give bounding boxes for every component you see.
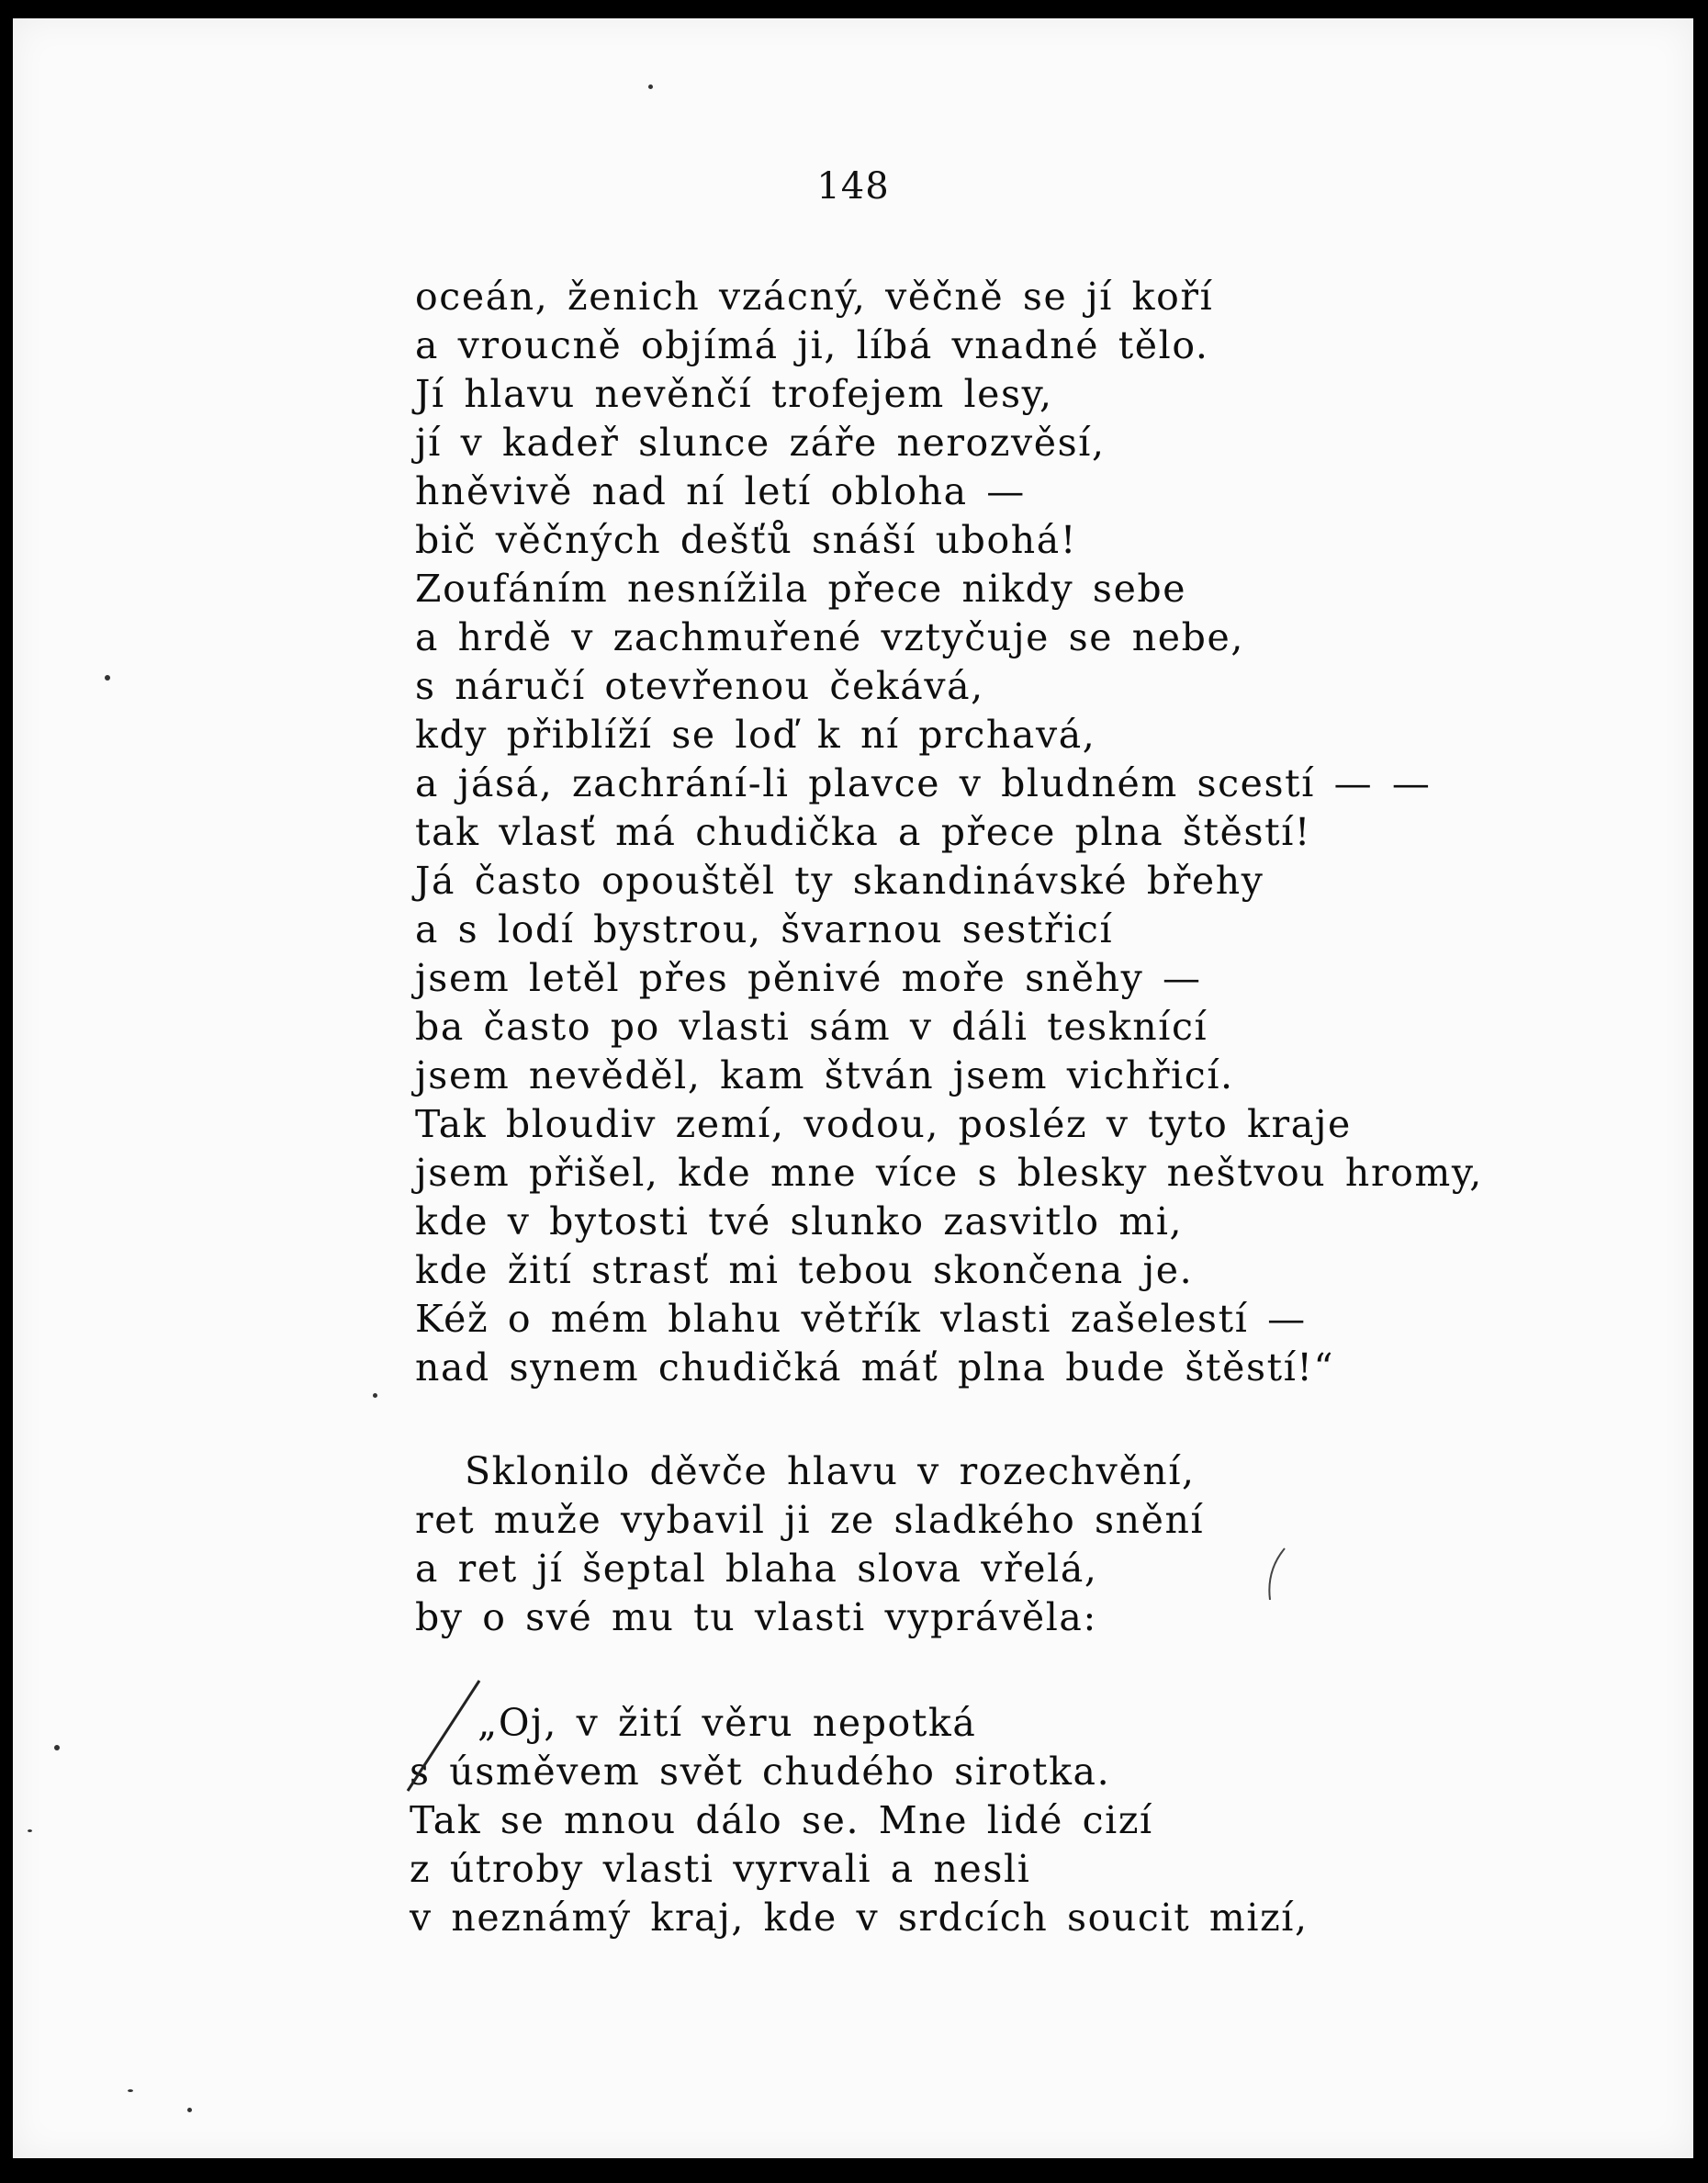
scan-speck [28,1829,32,1832]
verse-line: a jásá, zachrání-li plavce v bludném scestí — — [415,761,1432,805]
scan-speck [648,84,653,89]
verse-line: oceán, ženich vzácný, věčně se jí koří [415,275,1214,319]
scan-speck [373,1393,377,1398]
verse-line: Tak se mnou dálo se. Mne lidé cizí [410,1798,1153,1842]
verse-line: bič věčných dešťů snáší ubohá! [415,518,1077,562]
verse-line: hněvivě nad ní letí obloha — [415,469,1026,513]
verse-line: ret muže vybavil ji ze sladkého snění [415,1498,1205,1542]
verse-line: a vroucně objímá ji, líbá vnadné tělo. [415,323,1209,367]
verse-line: Jí hlavu nevěnčí trofejem lesy, [415,372,1053,416]
scan-speck [128,2089,133,2092]
verse-line: s úsměvem svět chudého sirotka. [410,1750,1111,1794]
verse-line: a hrdě v zachmuřené vztyčuje se nebe, [415,615,1245,659]
pencil-parenthesis-mark [1257,1543,1294,1607]
verse-line: kde žití strasť mi tebou skončena je. [415,1248,1194,1292]
pencil-slash-mark [399,1671,490,1809]
verse-line: z útroby vlasti vyrvali a nesli [410,1847,1031,1891]
verse-line: kde v bytosti tvé slunko zasvitlo mi, [415,1199,1184,1243]
scan-speck [187,2108,192,2112]
verse-line: jí v kadeř slunce záře nerozvěsí, [415,421,1106,465]
verse-line: tak vlasť má chudička a přece plna štěstí! [415,810,1312,854]
verse-line: s náručí otevřenou čekává, [415,664,984,708]
verse-line: Zoufáním nesnížila přece nikdy sebe [415,567,1187,611]
scan-speck [54,1745,60,1750]
verse-line: a s lodí bystrou, švarnou sestřicí [415,907,1114,951]
verse-line: jsem přišel, kde mne více s blesky neštvou hromy, [415,1151,1483,1195]
verse-line: jsem letěl přes pěnivé moře sněhy — [415,956,1202,1000]
verse-line: „Oj, v žití věru nepotká [478,1701,977,1745]
verse-line: a ret jí šeptal blaha slova vřelá, [415,1547,1098,1591]
poem-text [13,18,1693,2158]
page-number: 148 [816,165,890,208]
verse-line: kdy přiblíží se loď k ní prchavá, [415,713,1096,757]
verse-line: Sklonilo děvče hlavu v rozechvění, [465,1449,1196,1493]
verse-line: ba často po vlasti sám v dáli tesknící [415,1005,1208,1049]
verse-line: v neznámý kraj, kde v srdcích soucit mizí, [410,1896,1309,1940]
scan-speck [105,675,110,681]
verse-line: Tak bloudiv zemí, vodou, posléz v tyto kraje [415,1102,1352,1146]
verse-line: Kéž o mém blahu větřík vlasti zašelestí — [415,1297,1307,1341]
book-page [13,18,1693,2158]
verse-line: nad synem chudičká máť plna bude štěstí!“ [415,1345,1335,1390]
verse-line: jsem nevěděl, kam štván jsem vichřicí. [415,1053,1234,1097]
verse-line: by o své mu tu vlasti vyprávěla: [415,1595,1097,1639]
verse-line: Já často opouštěl ty skandinávské břehy [415,859,1264,903]
